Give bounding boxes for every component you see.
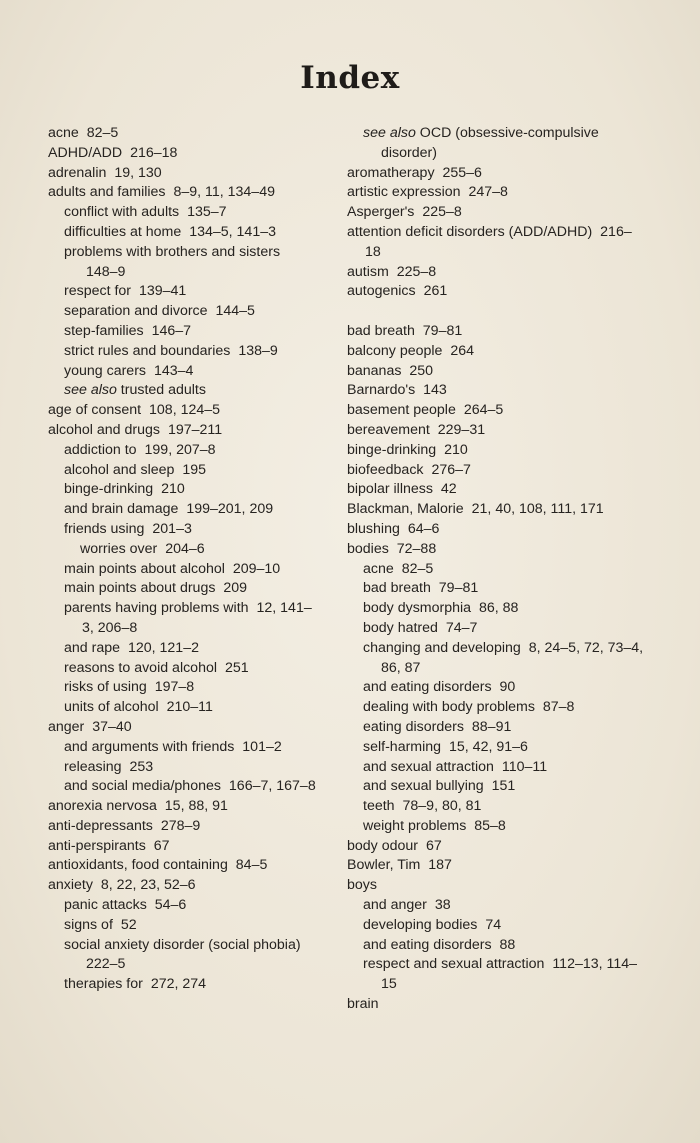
index-entry (363, 639, 647, 679)
page-references: 251 (224, 659, 249, 676)
index-term: alcohol and sleep (64, 461, 175, 478)
page-references: 204–6 (165, 540, 205, 557)
index-column-left (48, 124, 316, 995)
page-references: 134–5, 141–3 (189, 223, 276, 240)
page-references: 135–7 (187, 204, 227, 221)
page-references: 74–7 (445, 619, 478, 636)
index-term: parents having problems with (64, 600, 249, 617)
page-references: 166–7, 167–8 (228, 778, 316, 795)
index-term: reasons to avoid alcohol (64, 659, 218, 676)
page-references: 54–6 (154, 897, 187, 914)
page-references: 67 (153, 837, 170, 854)
index-entry (64, 362, 316, 382)
index-term: bodies (347, 540, 389, 557)
page-references: 276–7 (431, 461, 471, 478)
index-entry (64, 777, 316, 797)
index-entry (64, 223, 316, 243)
index-term: trusted adults (120, 382, 206, 399)
page-references: 139–41 (138, 283, 187, 300)
index-entry (363, 777, 647, 797)
index-term: bipolar illness (347, 481, 433, 498)
index-term: Blackman, Malorie (347, 501, 464, 518)
index-term: adrenalin (48, 164, 107, 181)
index-term: anti-perspirants (48, 837, 146, 854)
index-term: attention deficit disorders (ADD/ADHD) (347, 223, 593, 240)
index-entry (64, 936, 316, 976)
page-references: 209–10 (232, 560, 281, 577)
index-entry (64, 599, 316, 639)
index-entry (347, 322, 647, 342)
index-term: anxiety (48, 877, 93, 894)
page-references: 67 (425, 837, 442, 854)
index-term: Asperger's (347, 204, 415, 221)
index-entry (64, 203, 316, 223)
index-term: body hatred (363, 619, 438, 636)
page-references: 72–88 (396, 540, 437, 557)
index-entry (64, 282, 316, 302)
index-term: and sexual bullying (363, 778, 484, 795)
page-references: 250 (409, 362, 434, 379)
page-references: 8, 22, 23, 52–6 (100, 877, 196, 894)
page-references: 52 (120, 916, 137, 933)
index-entry (347, 183, 647, 203)
index-entry (363, 797, 647, 817)
index-term: social anxiety disorder (social phobia) (64, 936, 301, 953)
index-term: respect for (64, 283, 132, 300)
see-also-label: see also (363, 125, 420, 141)
index-term: and social media/phones (64, 778, 221, 795)
page-references: 120, 121–2 (127, 639, 199, 656)
index-term: aromatherapy (347, 164, 435, 181)
index-entry (64, 461, 316, 481)
index-entry (64, 381, 316, 401)
index-entry (48, 856, 316, 876)
index-term: respect and sexual attraction (363, 956, 545, 973)
index-entry (64, 975, 316, 995)
index-entry (347, 520, 647, 540)
index-term: Barnardo's (347, 382, 416, 399)
index-term: teeth (363, 798, 395, 815)
index-entry (48, 797, 316, 817)
index-entry (80, 540, 316, 560)
index-entry (363, 599, 647, 619)
index-term: eating disorders (363, 718, 464, 735)
page-references: 210 (444, 441, 468, 458)
page-references: 151 (491, 778, 516, 795)
page-references: 88–91 (471, 718, 512, 735)
index-term: binge-drinking (64, 481, 154, 498)
index-term: conflict with adults (64, 204, 180, 221)
page-references: 272, 274 (150, 976, 207, 993)
index-entry (48, 837, 316, 857)
index-term: bananas (347, 362, 402, 379)
index-term: units of alcohol (64, 699, 159, 716)
index-entry (363, 936, 647, 956)
index-entry (64, 560, 316, 580)
index-entry (64, 738, 316, 758)
page-references: 88 (499, 936, 516, 953)
page-references: 210–11 (166, 699, 213, 716)
index-entry (64, 520, 316, 540)
page-references: 187 (428, 857, 452, 874)
page-references: 78–9, 80, 81 (402, 798, 482, 815)
index-term: and arguments with friends (64, 738, 235, 755)
index-term: therapies for (64, 976, 143, 993)
index-entry (347, 837, 647, 857)
index-term: basement people (347, 402, 456, 419)
index-term: anti-depressants (48, 817, 153, 834)
index-entry (347, 480, 647, 500)
index-entry (64, 342, 316, 362)
index-term: friends using (64, 520, 145, 537)
index-term: dealing with body problems (363, 699, 535, 716)
page-references: 210 (161, 481, 185, 498)
index-column-right (347, 124, 647, 1015)
index-entry (48, 421, 316, 441)
index-term: self-harming (363, 738, 442, 755)
index-entry (347, 876, 647, 896)
index-entry (48, 144, 316, 164)
index-entry (48, 876, 316, 896)
index-entry (363, 758, 647, 778)
index-entry (64, 758, 316, 778)
index-term: young carers (64, 362, 147, 379)
index-entry (347, 441, 647, 461)
index-term: brain (347, 996, 379, 1013)
index-entry (347, 381, 647, 401)
index-entry (64, 639, 316, 659)
index-term: binge-drinking (347, 441, 437, 458)
index-term: releasing (64, 758, 122, 775)
page-title: Index (300, 60, 400, 96)
page-references: 112–13, 114–15 (381, 956, 638, 993)
index-entry (347, 164, 647, 184)
index-term: autogenics (347, 283, 416, 300)
index-term: body dysmorphia (363, 600, 472, 617)
index-term: and eating disorders (363, 679, 492, 696)
index-entry (347, 856, 647, 876)
page-references: 209 (223, 580, 248, 597)
page-references: 85–8 (474, 817, 506, 834)
page-references: 201–3 (152, 520, 192, 537)
index-term: artistic expression (347, 184, 461, 201)
page-references: 225–8 (396, 263, 437, 280)
index-entry (363, 718, 647, 738)
index-term: worries over (80, 540, 158, 557)
index-term: strict rules and boundaries (64, 342, 231, 359)
page-references: 84–5 (235, 857, 268, 874)
index-term: developing bodies (363, 916, 478, 933)
page-references: 138–9 (238, 342, 278, 359)
see-also-label: see also (64, 382, 121, 399)
page-references: 143 (423, 382, 447, 399)
index-entry (347, 263, 647, 283)
page-references: 21, 40, 108, 111, 171 (471, 501, 604, 518)
page-references: 225–8 (422, 204, 462, 221)
page-references: 253 (129, 758, 154, 775)
index-entry (363, 955, 647, 995)
index-entry (363, 698, 647, 718)
index-term: age of consent (48, 402, 142, 419)
index-term: adults and families (48, 184, 166, 201)
index-entry (347, 282, 647, 302)
page-references: 199–201, 209 (186, 501, 274, 518)
page-references: 229–31 (437, 421, 486, 438)
index-entry (363, 619, 647, 639)
page-references: 261 (423, 283, 448, 300)
index-entry (64, 243, 316, 283)
page-references: 82–5 (86, 125, 119, 141)
index-term: biofeedback (347, 461, 424, 478)
index-entry (48, 124, 316, 144)
index-term: Bowler, Tim (347, 857, 421, 874)
index-term: main points about drugs (64, 580, 216, 597)
index-entry (347, 461, 647, 481)
page-references: 79–81 (438, 580, 479, 597)
index-entry (347, 203, 647, 223)
index-entry (48, 183, 316, 203)
index-entry (363, 678, 647, 698)
index-term: separation and divorce (64, 303, 208, 320)
index-term: OCD (obsessive-compulsive disorder) (381, 125, 599, 161)
page-references: 216–18 (130, 144, 178, 161)
page-references: 12, 141–3, 206–8 (82, 600, 312, 636)
index-entry (64, 441, 316, 461)
index-term: anger (48, 718, 85, 735)
page-references: 146–7 (151, 322, 192, 339)
index-entry (64, 698, 316, 718)
index-term: body odour (347, 837, 418, 854)
index-term: blushing (347, 520, 400, 537)
index-entry (64, 678, 316, 698)
index-term: acne (363, 560, 394, 577)
index-term: and brain damage (64, 501, 179, 518)
index-term: main points about alcohol (64, 560, 225, 577)
index-entry (347, 302, 647, 322)
index-term: problems with brothers and sisters (64, 243, 281, 260)
index-term: and anger (363, 897, 427, 914)
index-entry (363, 579, 647, 599)
index-term: risks of using (64, 679, 147, 696)
index-term: alcohol and drugs (48, 421, 161, 438)
index-term: autism (347, 263, 389, 280)
page-references: 37–40 (92, 718, 132, 735)
page-references: 8, 24–5, 72, 73–4, 86, 87 (381, 639, 644, 676)
page-references: 199, 207–8 (144, 441, 216, 458)
page-references: 247–8 (468, 184, 508, 201)
index-entry (48, 401, 316, 421)
index-term: weight problems (363, 817, 467, 834)
index-entry (347, 540, 647, 560)
page-references: 101–2 (242, 738, 282, 755)
index-entry (347, 362, 647, 382)
index-entry (64, 579, 316, 599)
page-references: 90 (499, 679, 516, 696)
page-references: 197–8 (154, 679, 195, 696)
page-references: 264–5 (463, 402, 504, 419)
index-term: changing and developing (363, 639, 521, 656)
page-references: 86, 88 (479, 600, 519, 617)
page-references: 278–9 (160, 817, 201, 834)
index-entry (64, 659, 316, 679)
page-references: 195 (182, 461, 207, 478)
index-entry (347, 500, 647, 520)
index-term: acne (48, 125, 79, 141)
index-entry (347, 223, 647, 263)
page-references: 148–9 (86, 263, 126, 280)
page-references: 144–5 (215, 303, 255, 320)
page-references: 8–9, 11, 134–49 (173, 184, 275, 201)
page-references: 15, 88, 91 (164, 798, 228, 815)
page-references: 216–18 (365, 223, 632, 260)
page-references: 143–4 (153, 362, 194, 379)
page-references: 19, 130 (114, 164, 162, 181)
index-entry (363, 896, 647, 916)
index-term: difficulties at home (64, 223, 182, 240)
index-entry (48, 817, 316, 837)
index-entry (363, 560, 647, 580)
index-term: ADHD/ADD (48, 144, 123, 161)
index-entry (64, 322, 316, 342)
index-term: antioxidants, food containing (48, 857, 228, 874)
page-references: 38 (434, 897, 451, 914)
page-references: 255–6 (442, 164, 482, 181)
index-entry (48, 164, 316, 184)
index-term: and sexual attraction (363, 758, 494, 775)
index-entry (347, 421, 647, 441)
page-references: 222–5 (86, 956, 126, 973)
index-entry (64, 302, 316, 322)
index-entry (64, 916, 316, 936)
page-references: 42 (440, 481, 457, 498)
index-entry (64, 480, 316, 500)
index-entry (347, 401, 647, 421)
index-term: bereavement (347, 421, 430, 438)
page-references: 197–211 (167, 421, 223, 438)
index-term: step-families (64, 322, 144, 339)
index-term: addiction to (64, 441, 137, 458)
index-entry (64, 500, 316, 520)
index-entry (347, 995, 647, 1015)
page-references: 79–81 (422, 322, 463, 339)
index-entry (64, 896, 316, 916)
page-references: 15, 42, 91–6 (449, 738, 528, 755)
page-references: 108, 124–5 (149, 402, 221, 419)
index-entry (48, 718, 316, 738)
index-entry (363, 817, 647, 837)
index-entry (363, 124, 647, 164)
index-term: boys (347, 877, 377, 894)
index-term: signs of (64, 916, 113, 933)
page-references: 110–11 (501, 758, 548, 775)
index-term: and rape (64, 639, 121, 656)
index-term: and eating disorders (363, 936, 492, 953)
page-references: 87–8 (542, 699, 575, 716)
index-entry (363, 916, 647, 936)
page-references: 64–6 (407, 520, 440, 537)
index-term: panic attacks (64, 897, 147, 914)
page-references: 74 (485, 916, 502, 933)
index-entry (363, 738, 647, 758)
index-entry (347, 342, 647, 362)
index-term: bad breath (363, 580, 431, 597)
index-term: anorexia nervosa (48, 798, 157, 815)
index-term: bad breath (347, 322, 415, 339)
index-term: balcony people (347, 342, 443, 359)
page-references: 264 (450, 342, 475, 359)
page-references: 82–5 (401, 560, 434, 577)
